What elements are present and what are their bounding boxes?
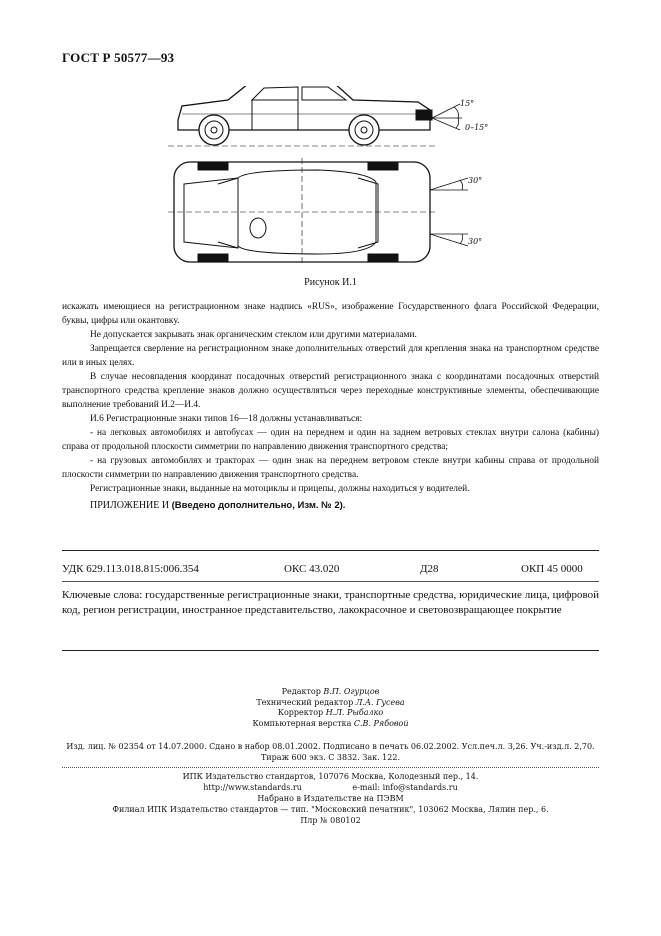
publisher-line: Плр № 080102 [300, 816, 361, 825]
publisher-url: http://www.standards.ru [203, 783, 302, 792]
car-side-view [168, 86, 438, 146]
paragraph: искажать имеющиеся на регистрационном знаке надпись «RUS», изображение Государственного флага Российской Федерации, буквы, цифры или окантовку. [62, 302, 599, 326]
angle-label-up: 15° [460, 99, 475, 108]
divider [62, 550, 599, 551]
d-code: Д28 [420, 563, 439, 575]
paragraph: Не допускается закрывать знак органическим стеклом или другими материалами. [90, 330, 417, 340]
car-top-view [168, 158, 436, 266]
divider [62, 767, 599, 768]
editors-block [0, 687, 661, 729]
side-angle-lines [432, 104, 462, 130]
publisher-line: Филиал ИПК Издательство стандартов — тип. "Московский печатник", 103062 Москва, Лялин пер., 6. [112, 805, 549, 814]
editor-line: Компьютерная верстка С.В. Рябовой [252, 718, 409, 728]
paragraph: Запрещается сверление на регистрационном знаке дополнительных отверстий для крепления знака на транспортном средстве или в иных целях. [62, 344, 599, 368]
divider [62, 650, 599, 651]
paragraph: Регистрационные знаки, выданные на мотоциклы и прицепы, должны находиться у водителей. [90, 484, 470, 494]
vehicle-figure [168, 86, 508, 276]
publisher-line: Набрано в Издательстве на ПЭВМ [257, 794, 404, 803]
udk-code: УДК 629.113.018.815:006.354 [62, 563, 199, 575]
imprint-line: Тираж 600 экз. С 3832. Зак. 122. [261, 753, 400, 762]
okp-code: ОКП 45 0000 [521, 563, 583, 575]
paragraph: - на грузовых автомобилях и тракторах — один знак на переднем ветровом стекле внутри кабины справа от продольной плоскости симметрии по направлению движения транспортного средства. [62, 456, 599, 480]
imprint-line: Изд. лиц. № 02354 от 14.07.2000. Сдано в набор 08.01.2002. Подписано в печать 06.02.2002. Усл.печ.л. 3,26. Уч.-изд.л. 2,70. [66, 742, 595, 751]
publisher-block [0, 771, 661, 826]
paragraph: И.6 Регистрационные знаки типов 16—18 должны устанавливаться: [90, 414, 363, 424]
publisher-contacts [0, 782, 661, 793]
keywords: Ключевые слова: государственные регистрационные знаки, транспортные средства, юридические лица, цифровой код, регион регистрации, иностранное представительство, лакокрасочное и световозвращающее покрытие [62, 589, 599, 616]
angle-label-top: 30° [468, 176, 483, 185]
paragraph: В случае несовпадения координат посадочных отверстий регистрационного знака с координатами посадочных отверстий транспортного средства крепление знаков должно осуществляться через переходные конструктивные элементы, обеспечивающие выполнение требований И.2—И.4. [62, 372, 599, 410]
publisher-line: ИПК Издательство стандартов, 107076 Москва, Колодезный пер., 14. [182, 772, 479, 781]
editor-line: Корректор Н.Л. Рыбалко [277, 708, 384, 717]
publisher-email: e-mail: info@standards.ru [352, 783, 458, 792]
appendix-amendment: (Введено дополнительно, Изм. № 2). [171, 500, 346, 511]
paragraph: - на легковых автомобилях и автобусах — один на переднем и один на заднем ветровых стеклах внутри салона (кабины) справа от продольной плоскости симметрии по направлению движения транспортного средства; [62, 428, 599, 452]
top-angle-lines [430, 178, 468, 246]
angle-label-down: 0–15° [465, 123, 489, 132]
editor-line: Редактор В.П. Огурцов [281, 687, 380, 696]
angle-label-bottom: 30° [468, 237, 483, 246]
page-header: ГОСТ Р 50577—93 [62, 50, 175, 65]
appendix-label: ПРИЛОЖЕНИЕ И [90, 500, 170, 511]
editor-line: Технический редактор Л.А. Гусева [256, 697, 405, 707]
oks-code: ОКС 43.020 [284, 563, 340, 575]
imprint-block [62, 741, 599, 763]
appendix-note [90, 500, 345, 511]
figure-caption: Рисунок И.1 [304, 277, 357, 288]
divider [62, 581, 599, 582]
body-text [62, 300, 599, 496]
